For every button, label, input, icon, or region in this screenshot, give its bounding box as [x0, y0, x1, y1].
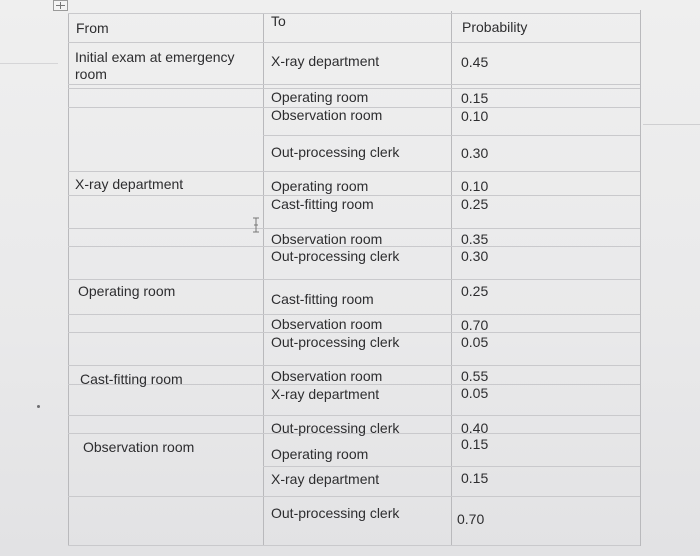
to-cell: Operating room — [271, 178, 369, 194]
to-cell: Observation room — [271, 107, 383, 123]
table-move-handle-icon[interactable] — [53, 0, 68, 11]
to-cell: Operating room — [271, 89, 369, 105]
from-xray: X-ray department — [75, 176, 184, 192]
probability-cell: 0.15 — [461, 470, 489, 486]
header-from: From — [76, 20, 109, 36]
to-cell: Observation room — [271, 316, 383, 332]
row-rule — [68, 42, 640, 43]
page-edge-mark — [643, 124, 700, 125]
probability-cell: 0.10 — [461, 108, 489, 124]
to-cell: Observation room — [271, 368, 383, 384]
probability-cell: 0.35 — [461, 231, 489, 247]
from-operating: Operating room — [78, 283, 176, 299]
to-cell: Out-processing clerk — [271, 144, 400, 160]
to-cell: Out-processing clerk — [271, 248, 400, 264]
row-rule — [263, 135, 640, 136]
from-initial-exam: Initial exam at emergency — [75, 49, 235, 65]
to-cell: Cast-fitting room — [271, 291, 374, 307]
to-cell: Out-processing clerk — [271, 420, 400, 436]
to-cell: Out-processing clerk — [271, 505, 400, 521]
table-border-right — [640, 10, 641, 546]
to-cell: X-ray department — [271, 471, 380, 487]
probability-cell: 0.30 — [461, 248, 489, 264]
header-to: To — [271, 13, 286, 29]
to-cell: Out-processing clerk — [271, 334, 400, 350]
probability-cell: 0.30 — [461, 145, 489, 161]
row-rule — [263, 466, 640, 467]
probability-cell: 0.25 — [461, 196, 489, 212]
header-probability: Probability — [462, 19, 528, 35]
probability-cell: 0.15 — [461, 90, 489, 106]
row-rule — [68, 496, 640, 497]
table-border-top — [68, 13, 640, 14]
probability-cell: 0.40 — [461, 420, 489, 436]
row-rule — [68, 415, 640, 416]
probability-cell: 0.70 — [461, 317, 489, 333]
page-edge-mark — [0, 63, 58, 64]
table-border-bottom — [68, 545, 640, 546]
probability-cell: 0.10 — [461, 178, 489, 194]
row-rule — [68, 228, 640, 229]
row-rule — [68, 365, 640, 366]
probability-cell: 0.05 — [461, 385, 489, 401]
to-cell: Operating room — [271, 446, 369, 462]
text-cursor-icon — [251, 217, 261, 238]
row-rule — [68, 171, 640, 172]
to-cell: X-ray department — [271, 53, 380, 69]
probability-cell: 0.15 — [461, 436, 489, 452]
from-observation: Observation room — [83, 439, 195, 455]
to-cell: Cast-fitting room — [271, 196, 374, 212]
from-initial-exam-cont: room — [75, 66, 107, 82]
probability-cell: 0.25 — [461, 283, 489, 299]
stray-mark — [37, 405, 40, 408]
to-cell: X-ray department — [271, 386, 380, 402]
row-rule — [68, 279, 640, 280]
probability-cell: 0.05 — [461, 334, 489, 350]
probability-cell: 0.70 — [457, 511, 485, 527]
from-cast-fitting: Cast-fitting room — [80, 371, 183, 387]
probability-cell: 0.55 — [461, 368, 489, 384]
row-rule — [68, 84, 640, 85]
probability-cell: 0.45 — [461, 54, 489, 70]
to-cell: Observation room — [271, 231, 383, 247]
